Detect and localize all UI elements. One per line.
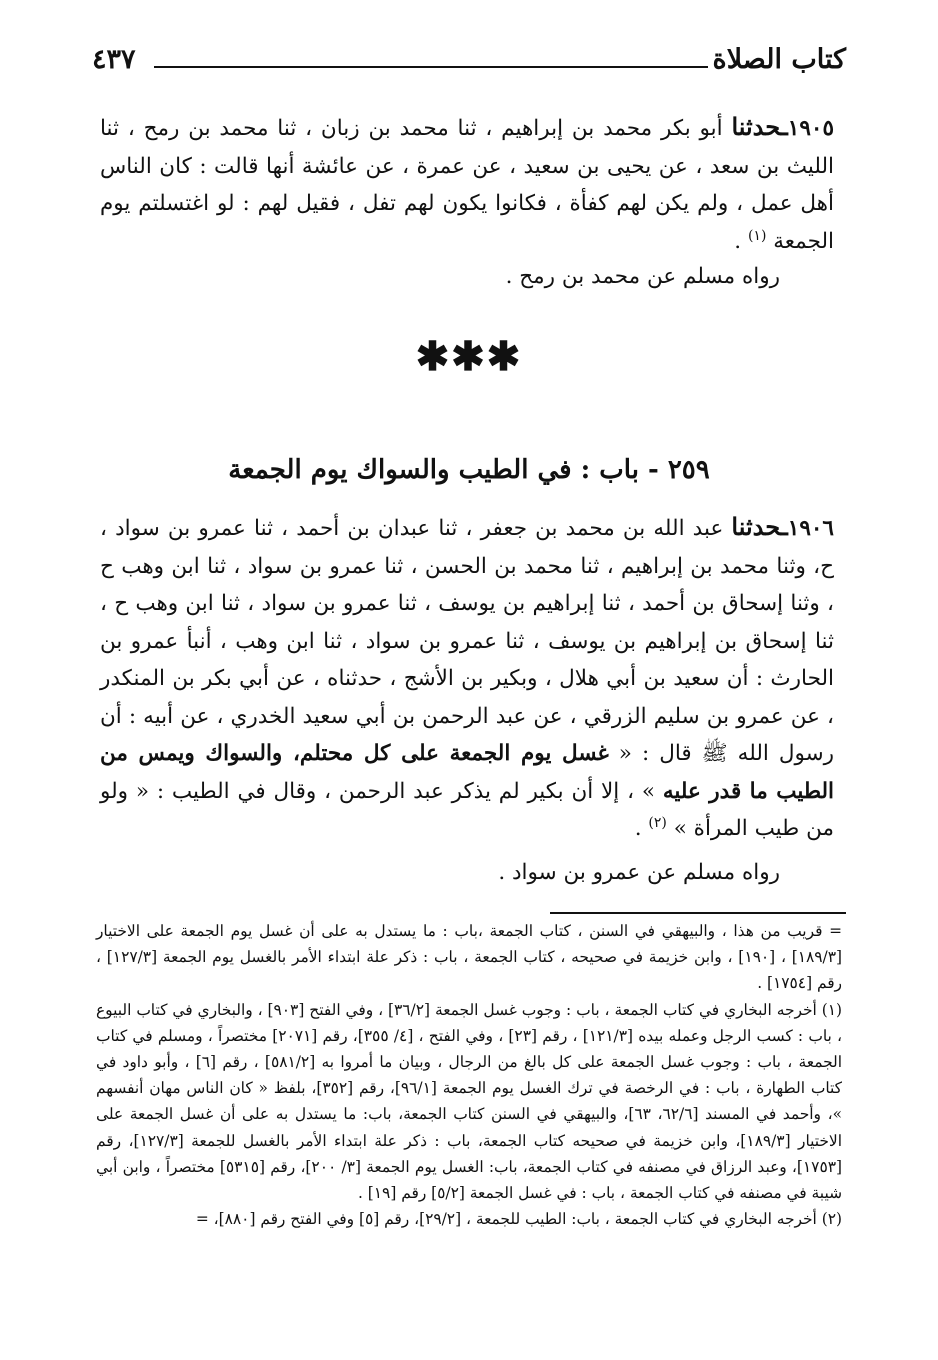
haddathana-word: ـحدثنا: [731, 112, 788, 141]
hadith-1906-source: رواه مسلم عن عمرو بن سواد .: [498, 860, 780, 885]
section-separator: ✱✱✱: [415, 333, 523, 380]
footnote-continuation: = قريب من هذا ، والبيهقي في السنن ، كتاب الجمعة ،باب : ما يستدل به على أن غسل يوم الجمعة على الاختيار [١٨٩/٣] ، [١٩٠] ، وابن خزيمة في صحيحه ، كتاب الجمعة ، باب : ذكر علة ابتداء الأمر بالغسل يوم الجمعة [١٢٧/٣] ، رقم [١٧٥٤] .: [96, 922, 843, 993]
haddathana-word: ـحدثنا: [731, 512, 788, 541]
hadith-end: .: [734, 228, 748, 254]
header-rule: [154, 66, 708, 68]
hadith-1905: [100, 108, 834, 260]
hadith-number: ١٩٠٥: [787, 116, 834, 141]
footnote-2: (٢) أخرجه البخاري في كتاب الجمعة ، باب: الطيب للجمعة ، [٢٩/٢]، رقم [٥] وفي الفتح رقم [٨٨٠]، =: [195, 1210, 842, 1229]
hadith-number: ١٩٠٦: [787, 516, 834, 541]
hadith-chain-text: عبد الله بن محمد بن جعفر ، ثنا عبدان بن أحمد ، ثنا عمرو بن سواد ، ح، وثنا محمد بن إبراهيم ، ثنا محمد بن الحسن ، ثنا عمرو بن سواد ، ثنا ابن وهب ح ، وثنا إسحاق بن أحمد ، ثنا إبراهيم بن يوسف ، ثنا عمرو بن سواد ، ثنا ابن وهب ح ، ثنا إسحاق بن إبراهيم بن يوسف ، ثنا عمرو بن سواد ، ثنا ابن وهب ، أنبأ عمرو بن الحارث : أن سعيد بن أبي هلال ، وبكير بن الأشج ، حدثناه ، عن أبي بكر بن المنكدر ، عن عمرو بن سليم الزرقي ، عن عبد الرحمن بن أبي سعيد الخدري ، عن أبيه : أن رسول الله ﷺ قال : «: [100, 516, 834, 766]
footnote-rule: [550, 912, 846, 914]
footnote-ref-1: (١): [747, 227, 767, 244]
hadith-1906: [100, 508, 834, 848]
hadith-text: أبو بكر محمد بن إبراهيم ، ثنا محمد بن زبان ، ثنا محمد بن رمح ، ثنا الليث بن سعد ، عن يحيى بن سعيد ، عن عمرة ، عن عائشة أنها قالت : كان الناس أهل عمل ، ولم يكن لهم كفأة ، فكانوا يكون لهم تفل ، فقيل لهم : لو اغتسلتم يوم الجمعة: [100, 116, 834, 254]
book-title: كتاب الصلاة: [712, 44, 846, 75]
hadith-after-quote: » ، إلا أن بكير لم يذكر عبد الرحمن ، وقال في الطيب : « ولو من طيب المرأة »: [100, 778, 834, 841]
page-header: [92, 40, 846, 80]
page-number: ٤٣٧: [92, 44, 136, 75]
footnote-ref-2: (٢): [648, 814, 667, 831]
footnotes: [96, 918, 842, 1232]
prophetic-quote: غسل يوم الجمعة على كل محتلم، والسواك ويمس من الطيب ما قدر عليه: [100, 741, 834, 804]
footnote-1: (١) أخرجه البخاري في كتاب الجمعة ، باب : وجوب غسل الجمعة [٣٦/٢] ، وفي الفتح [٩٠٣] ، والبخاري في كتاب البيوع ، باب : كسب الرجل وعمله بيده [١٢١/٣] ، رقم [٢٣] ، وفي الفتح ، [٤/ ٣٥٥]، رقم [٢٠٧١] مختصراً ، ومسلم في كتاب الجمعة ، باب : وجوب غسل الجمعة على كل بالغ من الرجال ، وبيان ما أمروا به [٥٨١/٢] ، رقم [٦] ، وأبو داود في كتاب الطهارة ، باب : في الرخصة في ترك الغسل يوم الجمعة [٩٦/١]، رقم [٣٥٢]، بلفظ « كان الناس مهان أنفسهم »، وأحمد في المسند [٦٢/٦، ٦٣]، والبيهقي في السنن كتاب الجمعة، باب: ما يستدل به على أن غسل الجمعة على الاختيار [١٨٩/٣]، وابن خزيمة في صحيحه كتاب الجمعة، باب : ذكر علة ابتداء الأمر بالغسل للجمعة [١٢٧/٣]، رقم [١٧٥٣]، وعبد الرزاق في مصنفه في كتاب الجمعة، باب: الغسل يوم الجمعة [٣/ ٢٠٠]، رقم [٥٣١٥] مختصراً ، وابن أبي شيبة في مصنفه في كتاب الجمعة ، باب : في غسل الجمعة [٥/٢] رقم [١٩] .: [96, 1000, 843, 1203]
hadith-1905-source: رواه مسلم عن محمد بن رمح .: [505, 264, 780, 289]
hadith-end: .: [634, 816, 649, 841]
chapter-heading: ٢٥٩ - باب : في الطيب والسواك يوم الجمعة: [228, 455, 710, 485]
